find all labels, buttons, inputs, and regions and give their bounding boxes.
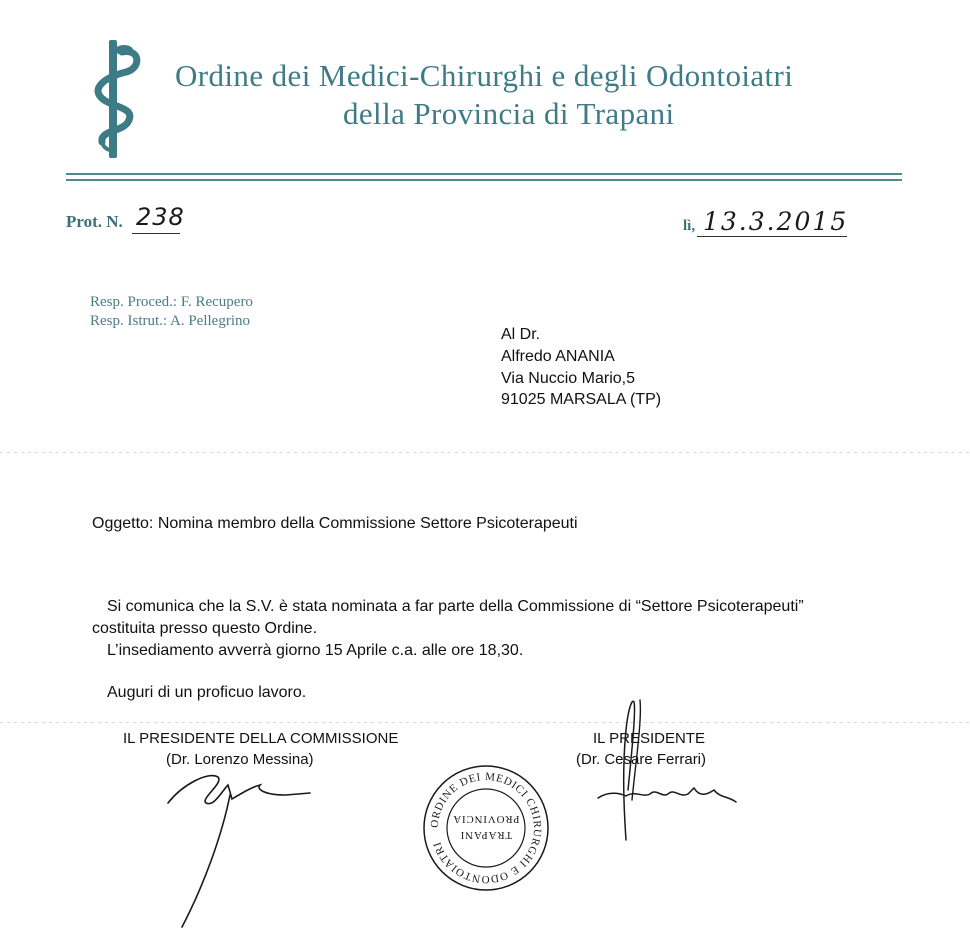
closing-line: Auguri di un proficuo lavoro.	[107, 684, 307, 701]
left-signatory-name: (Dr. Lorenzo Messina)	[166, 751, 314, 768]
left-signature	[160, 755, 330, 935]
body-paragraph-line1: Si comunica che la S.V. è stata nominata a far parte della Commissione di “Settore Psicoterapeuti”	[107, 598, 804, 615]
letterhead-title-line1: Ordine dei Medici-Chirurghi e degli Odontoiatri	[175, 58, 794, 93]
official-stamp	[420, 762, 552, 894]
date-label: lì,	[683, 218, 696, 234]
recipient-line4: 91025 MARSALA (TP)	[501, 391, 662, 408]
header-rule-top	[66, 173, 902, 175]
svg-text:ORDINE DEI MEDICI CHIRURGHI E	[429, 771, 543, 885]
date-underline	[697, 236, 847, 237]
resp-istrut: Resp. Istrut.: A. Pellegrino	[90, 313, 250, 329]
right-signatory-name: (Dr. Cesare Ferrari)	[576, 751, 707, 768]
stamp-center-line1: TRAPANI	[459, 829, 513, 841]
recipient-line3: Via Nuccio Mario,5	[501, 370, 635, 387]
recipient-line2: Alfredo ANANIA	[501, 348, 615, 365]
header-rule-bottom	[66, 179, 902, 181]
letterhead-title-line2: della Provincia di Trapani	[343, 96, 675, 131]
right-signature	[596, 690, 756, 850]
right-signatory-title: IL PRESIDENTE	[593, 730, 705, 747]
body-paragraph-line2: costituita presso questo Ordine.	[92, 620, 318, 637]
protocol-underline	[132, 233, 180, 234]
left-signatory-title: IL PRESIDENTE DELLA COMMISSIONE	[123, 730, 399, 747]
stamp-ring-text: ORDINE DEI MEDICI CHIRURGHI E ODONTOIATRI	[428, 770, 544, 886]
stamp-center-line2: PROVINCIA	[452, 813, 520, 825]
scan-line-2	[0, 722, 970, 723]
caduceus-icon	[82, 34, 146, 162]
document-date: 13.3.2015	[703, 207, 849, 236]
protocol-label: Prot. N.	[66, 212, 123, 231]
resp-proced: Resp. Proced.: F. Recupero	[90, 294, 253, 310]
body-paragraph-2: L’insediamento avverrà giorno 15 Aprile c.a. alle ore 18,30.	[107, 642, 524, 659]
protocol-number: 238	[136, 203, 185, 231]
recipient-line1: Al Dr.	[501, 326, 541, 343]
scan-line	[0, 452, 970, 453]
subject-line: Oggetto: Nomina membro della Commissione Settore Psicoterapeuti	[92, 515, 578, 532]
